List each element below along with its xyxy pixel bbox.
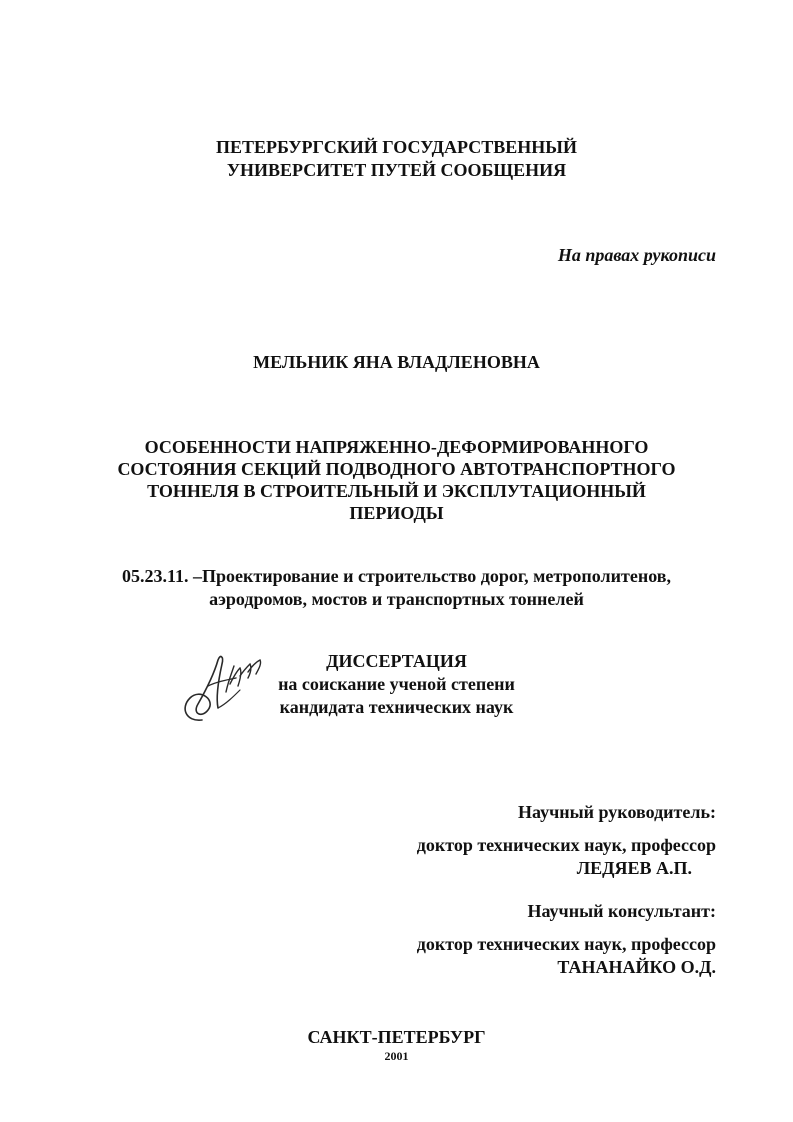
specialty-line-1: 05.23.11. –Проектирование и строительство дорог, метрополитенов, bbox=[122, 566, 671, 586]
author-name: МЕЛЬНИК ЯНА ВЛАДЛЕНОВНА bbox=[253, 352, 540, 372]
manuscript-note: На правах рукописи bbox=[557, 245, 716, 265]
university-line-2: УНИВЕРСИТЕТ ПУТЕЙ СООБЩЕНИЯ bbox=[226, 160, 567, 180]
dissertation-line-2: на соискание ученой степени bbox=[278, 674, 515, 694]
title-line-3: ТОННЕЛЯ В СТРОИТЕЛЬНЫЙ И ЭКСПЛУТАЦИОННЫЙ bbox=[147, 481, 646, 501]
title-line-4: ПЕРИОДЫ bbox=[349, 503, 444, 523]
title-line-2: СОСТОЯНИЯ СЕКЦИЙ ПОДВОДНОГО АВТОТРАНСПОРТНОГО bbox=[117, 459, 676, 479]
year: 2001 bbox=[384, 1049, 409, 1063]
supervisor-label: Научный руководитель: bbox=[518, 802, 716, 822]
supervisor-degree: доктор технических наук, профессор bbox=[416, 835, 716, 855]
consultant-label: Научный консультант: bbox=[527, 901, 716, 921]
university-line-1: ПЕТЕРБУРГСКИЙ ГОСУДАРСТВЕННЫЙ bbox=[216, 137, 577, 157]
specialty-line-2: аэродромов, мостов и транспортных тоннелей bbox=[209, 589, 584, 609]
supervisor-name: ЛЕДЯЕВ А.П. bbox=[576, 858, 692, 878]
title-line-1: ОСОБЕННОСТИ НАПРЯЖЕННО-ДЕФОРМИРОВАННОГО bbox=[144, 437, 649, 457]
consultant-name: ТАНАНАЙКО О.Д. bbox=[557, 957, 716, 977]
city: САНКТ-ПЕТЕРБУРГ bbox=[307, 1027, 486, 1047]
consultant-degree: доктор технических наук, профессор bbox=[416, 934, 716, 954]
dissertation-line-3: кандидата технических наук bbox=[279, 697, 514, 717]
dissertation-heading: ДИССЕРТАЦИЯ bbox=[326, 651, 467, 671]
